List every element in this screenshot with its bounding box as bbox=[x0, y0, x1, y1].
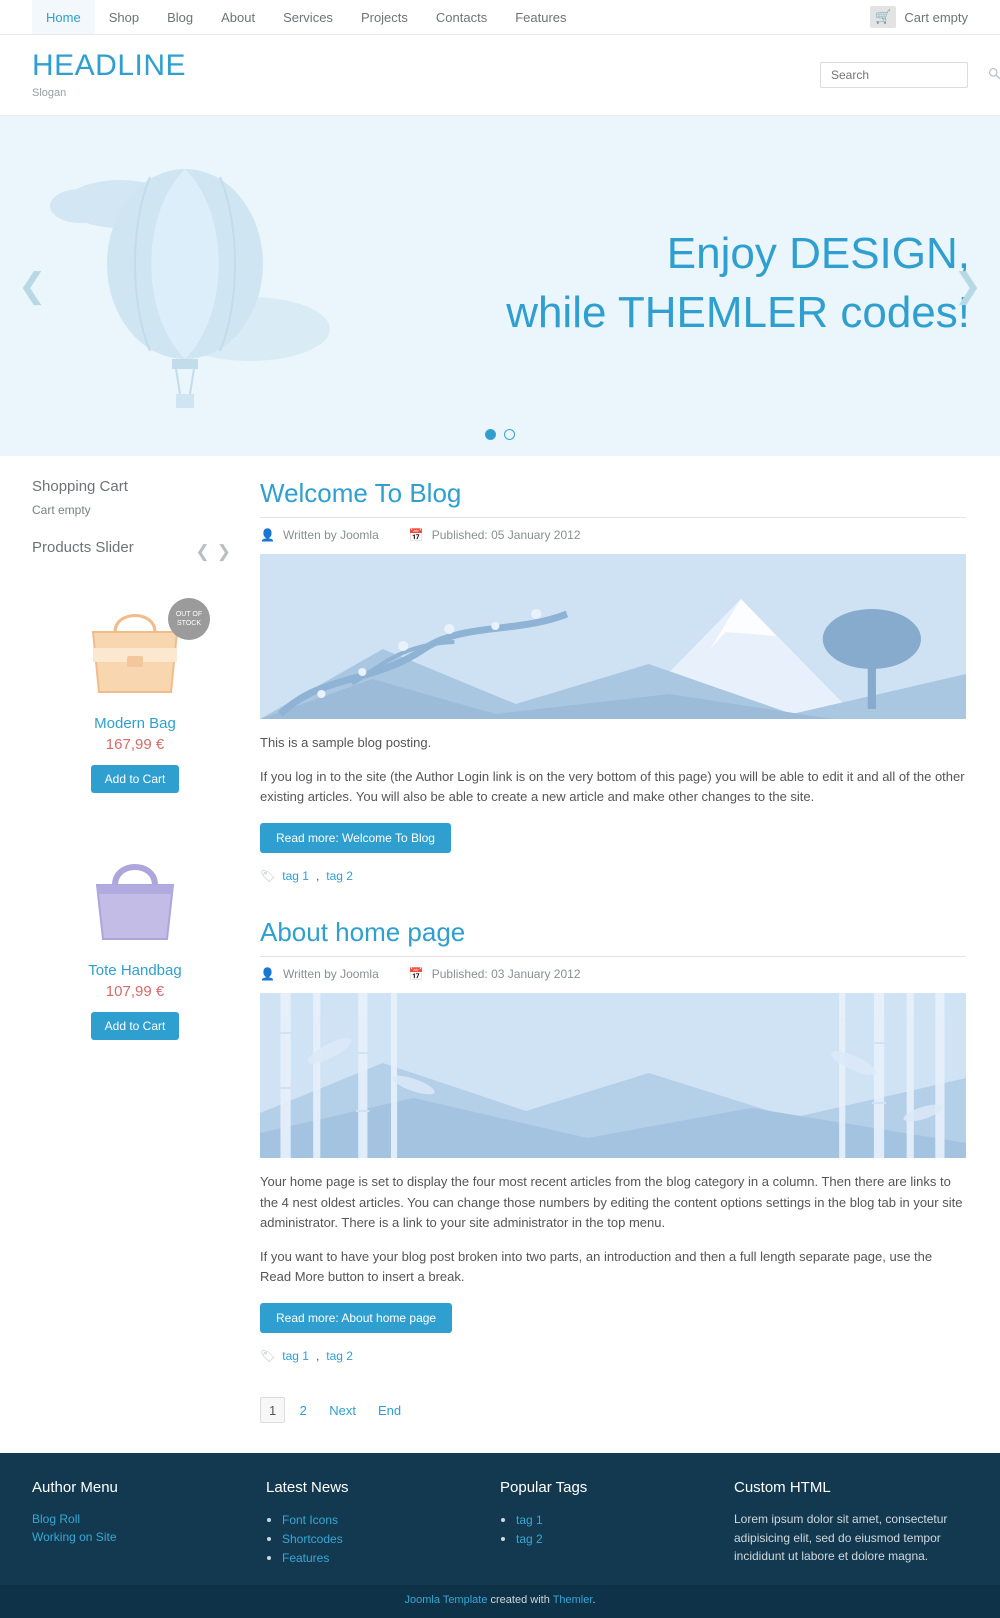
joomla-template-link[interactable]: Joomla Template bbox=[404, 1594, 488, 1607]
footer-link[interactable]: • tag 1 bbox=[516, 1513, 543, 1528]
read-more-button[interactable]: Read more: Welcome To Blog bbox=[260, 823, 451, 853]
nav-item-shop[interactable] bbox=[95, 0, 153, 34]
user-icon: 👤 bbox=[260, 528, 275, 542]
balloon-illustration bbox=[20, 144, 440, 444]
add-to-cart-button[interactable]: Add to Cart bbox=[91, 765, 180, 793]
calendar-icon: 📅 bbox=[408, 528, 424, 542]
site-header bbox=[0, 35, 1000, 116]
nav-item-label: Home bbox=[46, 9, 81, 25]
sub-footer-text: created with bbox=[487, 1594, 553, 1607]
article-paragraph: This is a sample blog posting. bbox=[260, 735, 432, 750]
footer-column-title: Custom HTML bbox=[734, 1479, 831, 1497]
list-item bbox=[282, 1548, 500, 1567]
pagination bbox=[260, 1397, 966, 1423]
products-slider-header bbox=[32, 539, 238, 564]
footer-column-latest-news bbox=[266, 1479, 500, 1567]
tag-link[interactable]: tag 2 bbox=[326, 1349, 353, 1364]
slider-caption-line2: while THEMLER codes! bbox=[506, 288, 970, 338]
article-tags bbox=[260, 869, 966, 883]
list-item bbox=[282, 1510, 500, 1529]
list-item bbox=[282, 1529, 500, 1548]
footer-link[interactable]: • Features bbox=[282, 1551, 330, 1566]
pagination-page-1[interactable]: 1 bbox=[260, 1397, 285, 1423]
slider-dot-2[interactable] bbox=[504, 429, 515, 440]
slider-dots bbox=[0, 429, 1000, 440]
nav-item-about[interactable] bbox=[207, 0, 269, 34]
footer-link[interactable]: • Shortcodes bbox=[282, 1532, 343, 1547]
shopping-cart-status: Cart empty bbox=[32, 503, 91, 517]
hero-slider bbox=[0, 116, 1000, 456]
pagination-page-2[interactable]: 2 bbox=[299, 1402, 307, 1418]
footer-text: Lorem ipsum dolor sit amet, consectetur adipisicing elit, sed do eiusmod tempor incididunt ut labore et dolore magna. bbox=[734, 1512, 948, 1564]
out-of-stock-badge bbox=[168, 598, 210, 640]
product-price: 167,99 € bbox=[105, 736, 165, 753]
footer-link[interactable]: • tag 2 bbox=[516, 1532, 543, 1547]
article-tags bbox=[260, 1349, 966, 1363]
article-paragraph: If you want to have your blog post broken into two parts, an introduction and then a full length separate page, use the Read More button to insert a break. bbox=[260, 1248, 933, 1284]
article-author: Written by Joomla bbox=[282, 967, 379, 982]
products-slider-title: Products Slider bbox=[32, 539, 134, 556]
tag-link[interactable]: tag 1 bbox=[282, 869, 309, 884]
footer-column-custom-html bbox=[734, 1479, 968, 1567]
footer-list bbox=[266, 1510, 500, 1567]
list-item bbox=[516, 1529, 734, 1548]
search-icon[interactable] bbox=[988, 67, 1000, 83]
bamboo-forest-image bbox=[260, 993, 966, 1158]
article-paragraph: If you log in to the site (the Author Login link is on the very bottom of this page) you will be able to edit it and all of the other existing articles. You will also be able to create a new article and make other changes to the site. bbox=[260, 769, 965, 805]
article-meta bbox=[260, 967, 966, 981]
nav-item-services[interactable] bbox=[269, 0, 347, 34]
tote-handbag-image[interactable] bbox=[75, 839, 195, 949]
top-navigation-bar bbox=[0, 0, 1000, 35]
footer-column-title: Latest News bbox=[266, 1479, 349, 1497]
blossom-mountain-image bbox=[260, 554, 966, 719]
footer-link[interactable]: Blog Roll bbox=[32, 1512, 81, 1527]
main-menu bbox=[0, 0, 581, 34]
article-published: Published: 03 January 2012 bbox=[431, 967, 581, 982]
article bbox=[260, 478, 966, 883]
product-name[interactable]: Tote Handbag bbox=[88, 962, 182, 979]
product-price: 107,99 € bbox=[105, 983, 165, 1000]
article-published: Published: 05 January 2012 bbox=[431, 528, 581, 542]
slider-caption bbox=[506, 224, 970, 343]
nav-item-label: Shop bbox=[108, 9, 140, 25]
sub-footer bbox=[0, 1585, 1000, 1618]
nav-item-label: Services bbox=[283, 9, 333, 25]
products-slider-arrows[interactable] bbox=[196, 542, 239, 562]
article-meta bbox=[260, 528, 966, 542]
slider-prev-arrow[interactable]: ❮ bbox=[18, 267, 47, 305]
products-slider-next-arrow[interactable]: ❯ bbox=[216, 541, 238, 561]
footer-list bbox=[500, 1510, 734, 1548]
brand[interactable] bbox=[32, 51, 186, 99]
article-author: Written by Joomla bbox=[282, 528, 379, 542]
tag-separator: , bbox=[315, 1349, 320, 1364]
search-box[interactable] bbox=[820, 62, 968, 88]
slider-dot-1[interactable] bbox=[485, 429, 496, 440]
page-body bbox=[0, 456, 1000, 1453]
slider-caption-line1: Enjoy DESIGN, bbox=[666, 229, 970, 278]
site-logo: HEADLINE bbox=[32, 49, 187, 82]
tag-link[interactable]: tag 2 bbox=[326, 869, 353, 884]
themler-link[interactable]: Themler bbox=[552, 1594, 593, 1607]
article-title[interactable]: Welcome To Blog bbox=[260, 478, 966, 518]
nav-item-label: Features bbox=[515, 9, 567, 25]
footer-column-popular-tags bbox=[500, 1479, 734, 1567]
tag-icon: 🏷 bbox=[260, 869, 276, 884]
footer-column-title: Popular Tags bbox=[500, 1479, 588, 1497]
main-content bbox=[260, 478, 1000, 1423]
nav-item-label: About bbox=[221, 9, 256, 25]
out-of-stock-label: OUT OF STOCK bbox=[175, 611, 203, 627]
nav-item-features[interactable] bbox=[501, 0, 580, 34]
footer-link[interactable]: • Font Icons bbox=[282, 1513, 339, 1528]
footer-column-title: Author Menu bbox=[32, 1479, 118, 1497]
search-input[interactable] bbox=[829, 67, 988, 83]
sidebar bbox=[0, 478, 260, 1423]
tag-link[interactable]: tag 1 bbox=[282, 1349, 309, 1364]
pagination-end[interactable]: End bbox=[377, 1402, 402, 1418]
sub-footer-suffix: . bbox=[592, 1594, 596, 1607]
cart-status-label: Cart empty bbox=[904, 9, 968, 25]
article-title[interactable]: About home page bbox=[260, 917, 966, 957]
article bbox=[260, 917, 966, 1363]
nav-item-projects[interactable] bbox=[347, 0, 422, 34]
products-slider-prev-arrow[interactable]: ❮ bbox=[195, 541, 217, 561]
nav-item-label: Projects bbox=[360, 9, 408, 25]
site-slogan: Slogan bbox=[32, 87, 67, 99]
cart-status[interactable] bbox=[870, 0, 1000, 34]
product-card bbox=[32, 839, 238, 1040]
tag-separator: , bbox=[315, 869, 320, 884]
user-icon: 👤 bbox=[260, 967, 275, 982]
nav-item-contacts[interactable] bbox=[422, 0, 501, 34]
slider-next-arrow[interactable]: ❯ bbox=[953, 267, 982, 305]
shopping-cart-title: Shopping Cart bbox=[32, 478, 128, 495]
product-name[interactable]: Modern Bag bbox=[94, 715, 176, 732]
nav-item-label: Blog bbox=[167, 9, 194, 25]
read-more-button[interactable]: Read more: About home page bbox=[260, 1303, 452, 1333]
add-to-cart-button[interactable]: Add to Cart bbox=[91, 1012, 180, 1040]
basket-icon: 🛒 bbox=[870, 6, 896, 28]
footer-link[interactable]: Working on Site bbox=[32, 1530, 117, 1545]
footer-column-author-menu bbox=[32, 1479, 266, 1567]
product-card bbox=[32, 592, 238, 793]
nav-item-blog[interactable] bbox=[153, 0, 207, 34]
tag-icon: 🏷 bbox=[260, 1349, 276, 1364]
site-footer bbox=[0, 1453, 1000, 1585]
list-item bbox=[516, 1510, 734, 1529]
nav-item-home[interactable] bbox=[32, 0, 95, 34]
article-paragraph: Your home page is set to display the four most recent articles from the blog category in a column. Then there are links to the 4 nest oldest articles. You can change those numbers by editing the content options settings in the blog tab in your site administrator. There is a link to your site administrator in the top menu. bbox=[260, 1174, 963, 1230]
calendar-icon: 📅 bbox=[408, 967, 424, 982]
nav-item-label: Contacts bbox=[435, 9, 488, 25]
pagination-next[interactable]: Next bbox=[329, 1402, 356, 1418]
